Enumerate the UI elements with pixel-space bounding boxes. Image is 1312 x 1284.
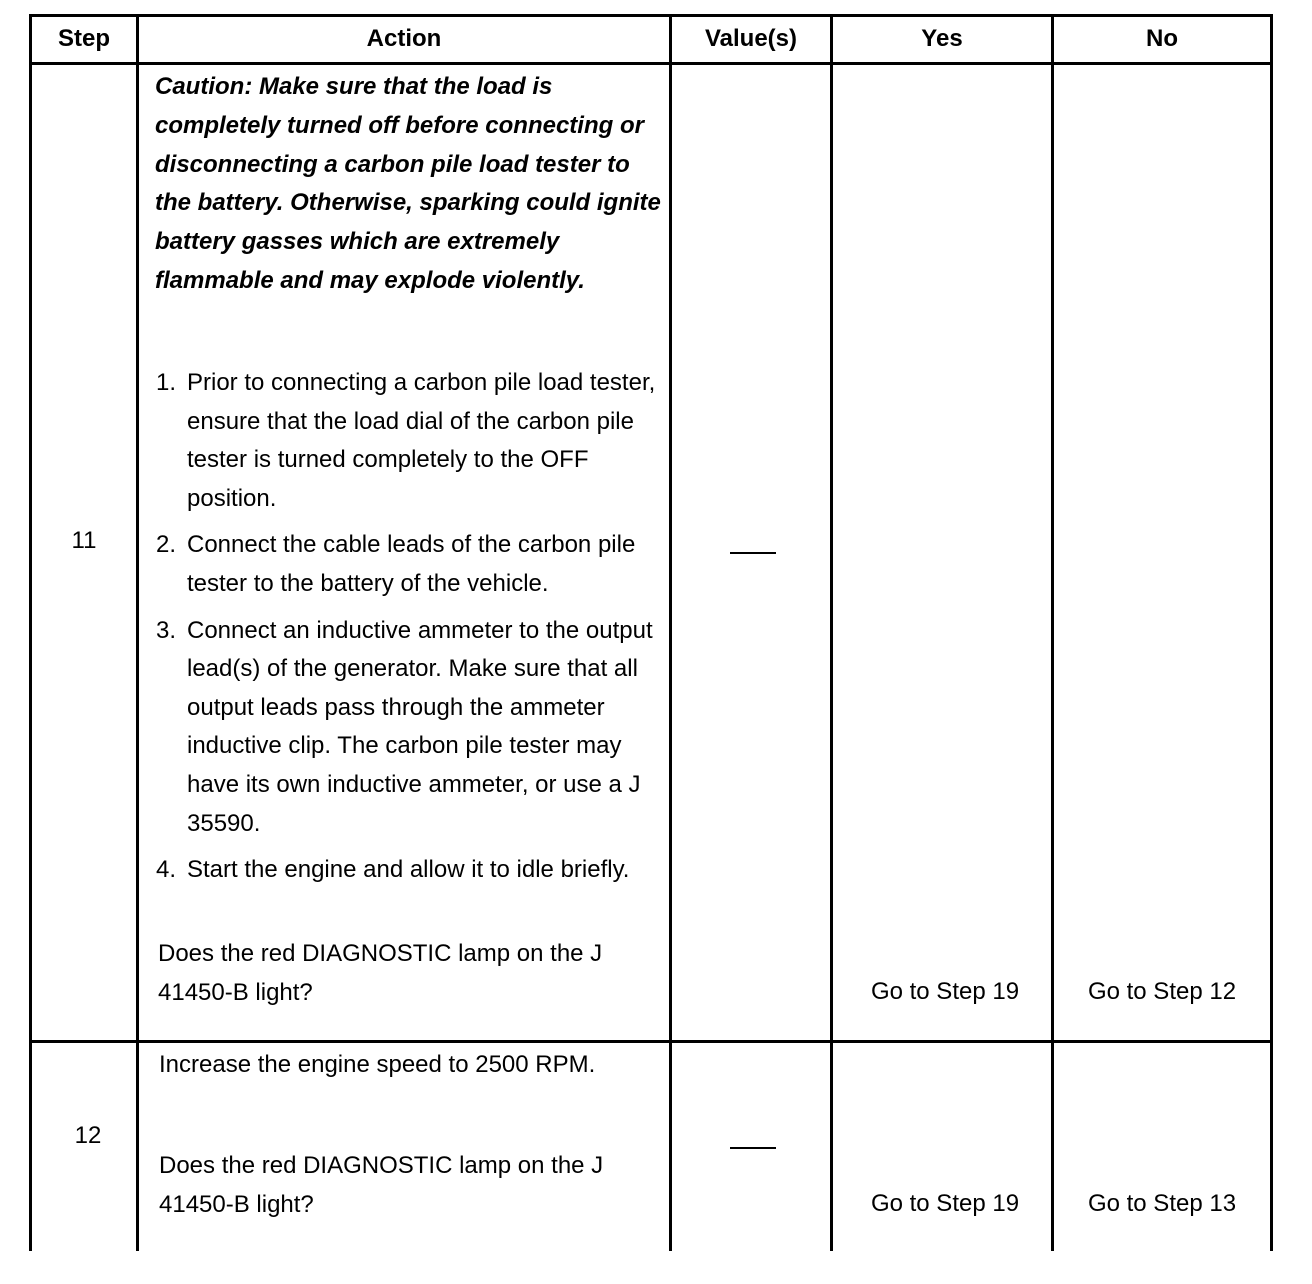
row-12-value-dash	[730, 1147, 776, 1149]
row-12-question: Does the red DIAGNOSTIC lamp on the J 41450-B light?	[159, 1152, 604, 1218]
caution-text: Caution: Make sure that the load is completely turned off before connecting or disconnecting a carbon pile load tester to the battery. Otherwise, sparking could ignite battery gasses which are extremely flammable and may explode violently.	[155, 73, 661, 294]
procedure-step: 4. Start the engine and allow it to idle briefly.	[156, 856, 630, 884]
procedure-step: 1. Prior to connecting a carbon pile load tester, ensure that the load dial of the carbon pile tester is turned completely to the OFF position.	[156, 369, 656, 512]
header-action: Action	[366, 25, 442, 52]
column-border-values-yes	[830, 14, 833, 1251]
procedure-step: 2. Connect the cable leads of the carbon pile tester to the battery of the vehicle.	[156, 531, 636, 597]
header-values: Value(s)	[704, 25, 798, 52]
row-11-step: 11	[71, 527, 97, 554]
header-step: Step	[57, 25, 110, 52]
row-12-instruction: Increase the engine speed to 2500 RPM.	[159, 1051, 596, 1078]
row-11-no: Go to Step 12	[1087, 978, 1237, 1005]
procedure-step: 3. Connect an inductive ammeter to the output lead(s) of the generator. Make sure that all output leads pass through the ammeter inductive clip. The carbon pile tester may have its own inductive ammeter, or use a J 35590.	[156, 616, 653, 837]
row-divider	[29, 1040, 1273, 1043]
row-12-value	[672, 1125, 830, 1164]
row-11-value-dash	[730, 552, 776, 554]
row-12-step: 12	[74, 1122, 102, 1149]
row-11-question: Does the red DIAGNOSTIC lamp on the J 41450-B light?	[158, 940, 603, 1006]
column-border-left	[29, 14, 32, 1251]
row-12-yes: Go to Step 19	[870, 1190, 1020, 1217]
column-border-yes-no	[1051, 14, 1054, 1251]
column-border-step-action	[136, 14, 139, 1251]
header-yes: Yes	[921, 25, 963, 52]
header-no: No	[1146, 25, 1178, 52]
header-bottom-border	[29, 62, 1273, 65]
procedure-steps	[156, 364, 666, 898]
row-12-no: Go to Step 13	[1087, 1190, 1237, 1217]
row-11-yes: Go to Step 19	[870, 978, 1020, 1005]
column-border-right	[1270, 14, 1273, 1251]
row-11-value	[672, 530, 830, 569]
